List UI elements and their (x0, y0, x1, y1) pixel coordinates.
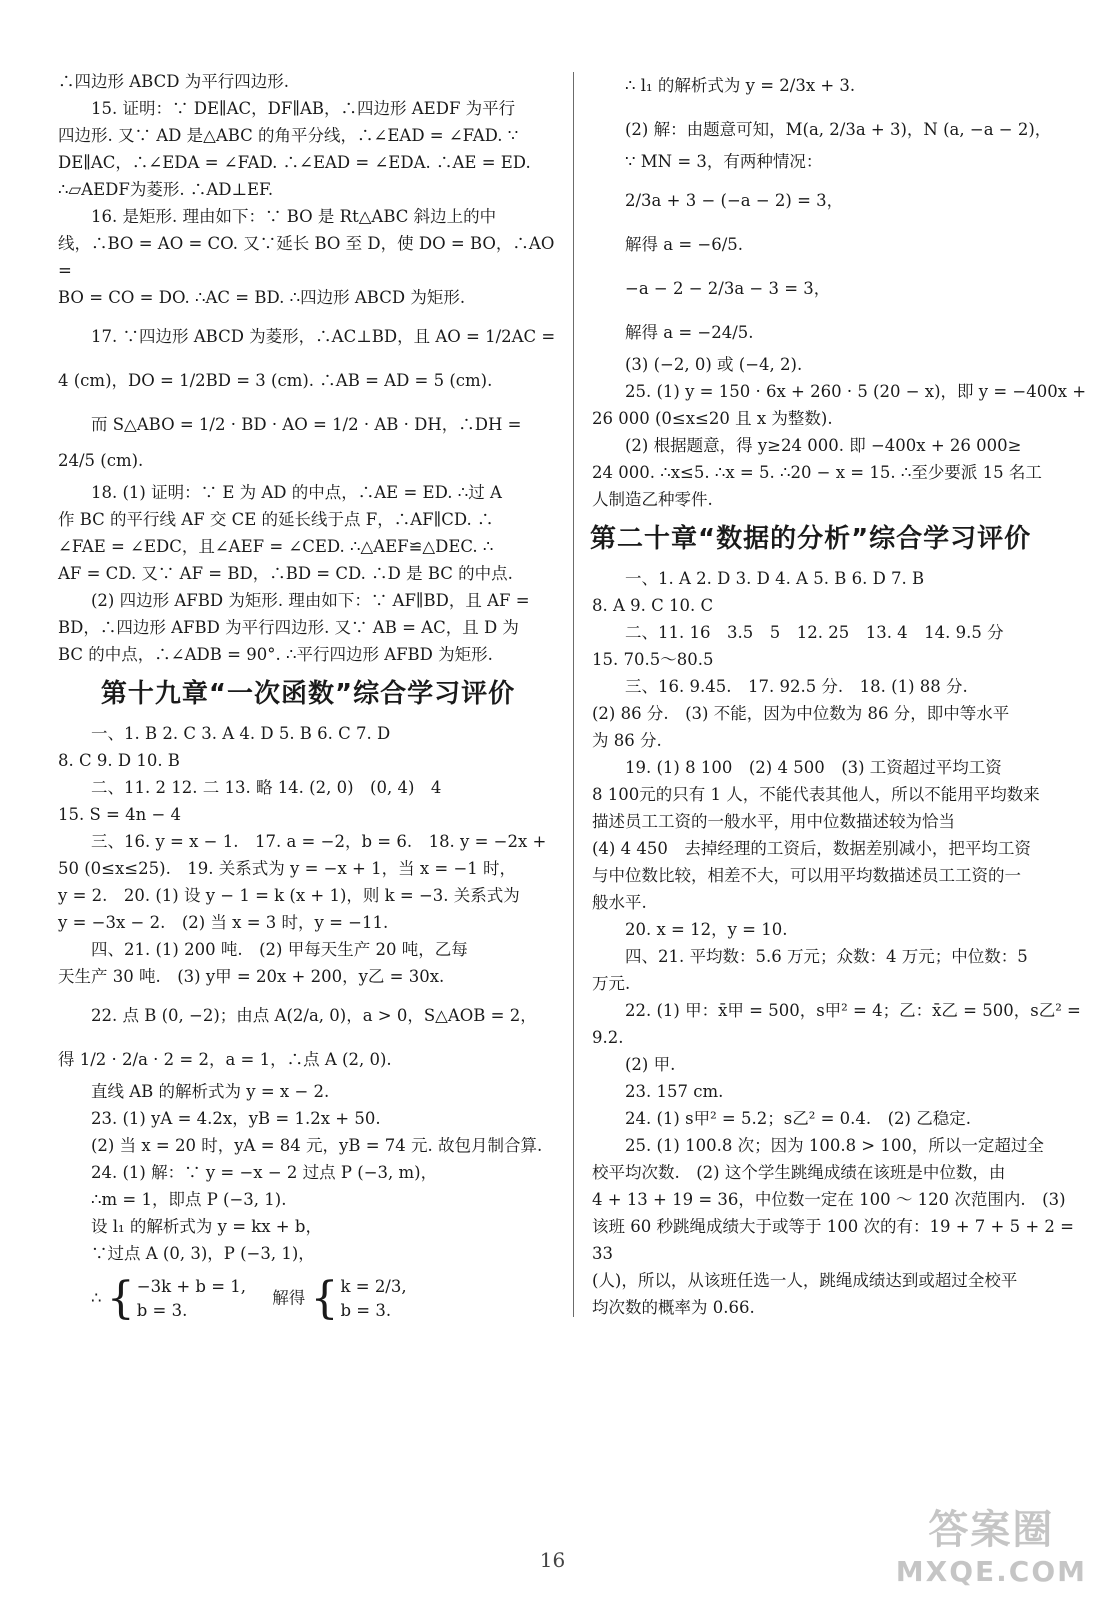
text-line: 15. 证明：∵ DE∥AC，DF∥AB，∴四边形 AEDF 为平行 (91, 99, 516, 118)
text-line: 四边形. 又∵ AD 是△ABC 的角平分线，∴∠EAD = ∠FAD. ∵ (58, 126, 519, 145)
text-line: 而 S△ABO = 1/2 · BD · AO = 1/2 · AB · DH，∴DH = 24/5 (cm). (58, 415, 522, 470)
text-line: 均次数的概率为 0.66. (592, 1298, 755, 1317)
text-line: 8 100元的只有 1 人，不能代表其他人，所以不能用平均数来 (592, 785, 1040, 804)
text-line: 得 1/2 · 2/a · 2 = 2，a = 1，∴点 A (2, 0). (58, 1050, 392, 1069)
text-line: 26 000 (0≤x≤20 且 x 为整数). (592, 409, 833, 428)
text-line: 2/3a + 3 − (−a − 2) = 3， (625, 191, 844, 210)
text-line: 19. (1) 8 100 (2) 4 500 (3) 工资超过平均工资 (625, 758, 1002, 777)
left-column (58, 68, 558, 1323)
text-line: 解得 a = −6/5. (625, 235, 744, 254)
text-line: 天生产 30 吨. (3) y甲 = 20x + 200，y乙 = 30x. (58, 967, 445, 986)
text-line: 描述员工工资的一般水平，用中位数描述较为恰当 (592, 812, 955, 831)
text-line: 20. x = 12，y = 10. (625, 920, 788, 939)
text-line: −a − 2 − 2/3a − 3 = 3， (625, 279, 831, 298)
text-line: 24. (1) s甲² = 5.2；s乙² = 0.4. (2) 乙稳定. (625, 1109, 971, 1128)
equation-system-row (58, 1275, 558, 1323)
text-line: 25. (1) y = 150 · 6x + 260 · 5 (20 − x)，即 y = −400x + (625, 382, 1087, 401)
text-line: 17. ∵四边形 ABCD 为菱形，∴AC⊥BD，且 AO = 1/2AC = (91, 327, 556, 346)
text-line: 直线 AB 的解析式为 y = x − 2. (91, 1082, 330, 1101)
text-line: 15. S = 4n − 4 (58, 805, 182, 824)
text-line: 4 (cm)，DO = 1/2BD = 3 (cm). ∴AB = AD = 5 (cm). (58, 371, 493, 390)
therefore-symbol: ∴ (91, 1288, 102, 1308)
text-line: BO = CO = DO. ∴AC = BD. ∴四边形 ABCD 为矩形. (58, 288, 466, 307)
text-line: 24. (1) 解：∵ y = −x − 2 过点 P (−3, m)， (91, 1163, 438, 1182)
text-line: 23. (1) yA = 4.2x，yB = 1.2x + 50. (91, 1109, 381, 1128)
text-line: (2) 86 分. (3) 不能，因为中位数为 86 分，即中等水平 (592, 704, 1010, 723)
equation-line: b = 3. (136, 1301, 188, 1320)
text-line: (4) 4 450 去掉经理的工资后，数据差别减小，把平均工资 (592, 839, 1031, 858)
watermark-logo (896, 1498, 1087, 1588)
text-line: (2) 四边形 AFBD 为矩形. 理由如下：∵ AF∥BD，且 AF = (91, 591, 530, 610)
text-line: 16. 是矩形. 理由如下：∵ BO 是 Rt△ABC 斜边上的中 (91, 207, 497, 226)
text-line: 23. 157 cm. (625, 1082, 724, 1101)
text-line: 四、21. (1) 200 吨. (2) 甲每天生产 20 吨，乙每 (91, 940, 468, 959)
text-line: y = −3x − 2. (2) 当 x = 3 时，y = −11. (58, 913, 389, 932)
text-line: ∠FAE = ∠EDC，且∠AEF = ∠CED. ∴△AEF≌△DEC. ∴ (58, 537, 494, 556)
page-number: 16 (539, 1548, 566, 1572)
text-line: y = 2. 20. (1) 设 y − 1 = k (x + 1)，则 k = −3. 关系式为 (58, 886, 520, 905)
text-line: 一、1. B 2. C 3. A 4. D 5. B 6. C 7. D (91, 724, 391, 743)
equation-system-right (311, 1275, 407, 1323)
text-line: ∴ l₁ 的解析式为 y = 2/3x + 3. (625, 76, 856, 95)
text-line: 设 l₁ 的解析式为 y = kx + b， (91, 1217, 322, 1236)
text-line: 25. (1) 100.8 次；因为 100.8 > 100，所以一定超过全 (625, 1136, 1044, 1155)
text-line: BC 的中点，∴∠ADB = 90°. ∴平行四边形 AFBD 为矩形. (58, 645, 493, 664)
text-line: ∵过点 A (0, 3)，P (−3, 1)， (91, 1244, 315, 1263)
text-line: 4 + 13 + 19 = 36，中位数一定在 100 ～ 120 次范围内. (3) (592, 1190, 1066, 1209)
text-line: 作 BC 的平行线 AF 交 CE 的延长线于点 F，∴AF∥CD. ∴ (58, 510, 494, 529)
equation-line: −3k + b = 1, (136, 1277, 247, 1296)
text-line: 二、11. 2 12. 二 13. 略 14. (2, 0) (0, 4) 4 (91, 778, 442, 797)
text-line: 二、11. 16 3.5 5 12. 25 13. 4 14. 9.5 分 (625, 623, 1004, 642)
text-line: (2) 当 x = 20 时，yA = 84 元，yB = 74 元. 故包月制合算. (91, 1136, 543, 1155)
text-line: ∵ MN = 3，有两种情况： (625, 152, 823, 171)
text-line: 22. (1) 甲：x̄甲 = 500，s甲² = 4；乙：x̄乙 = 500，s乙² = 9.2. (592, 1001, 1081, 1047)
equation-line: k = 2/3, (340, 1277, 407, 1296)
text-line: 校平均次数. (2) 这个学生跳绳成绩在该班是中位数，由 (592, 1163, 1006, 1182)
text-line: 15. 70.5～80.5 (592, 650, 714, 669)
text-line: (2) 根据题意，得 y≥24 000. 即 −400x + 26 000≥ (625, 436, 1022, 455)
text-line: 22. 点 B (0, −2)；由点 A(2/a, 0)，a > 0，S△AOB = 2， (91, 1006, 537, 1025)
text-line: BD，∴四边形 AFBD 为平行四边形. 又∵ AB = AC，且 D 为 (58, 618, 519, 637)
brace-icon: { (106, 1273, 135, 1324)
text-line: 线，∴BO = AO = CO. 又∵延长 BO 至 D，使 DO = BO，∴AO = (58, 234, 555, 280)
text-line: ∴m = 1，即点 P (−3, 1). (91, 1190, 287, 1209)
text-line: 一、1. A 2. D 3. D 4. A 5. B 6. D 7. B (625, 569, 925, 588)
text-line: DE∥AC，∴∠EDA = ∠FAD. ∴∠EAD = ∠EDA. ∴AE = ED. (58, 153, 531, 172)
text-line: 解得 a = −24/5. (625, 323, 754, 342)
text-line: 18. (1) 证明：∵ E 为 AD 的中点，∴AE = ED. ∴过 A (91, 483, 502, 502)
text-line: 50 (0≤x≤25). 19. 关系式为 y = −x + 1，当 x = −1 时， (58, 859, 517, 878)
text-line: 三、16. y = x − 1. 17. a = −2，b = 6. 18. y = −2x + (91, 832, 547, 851)
text-line: 24 000. ∴x≤5. ∴x = 5. ∴20 − x = 15. ∴至少要派 15 名工 (592, 463, 1042, 482)
text-line: 8. A 9. C 10. C (592, 596, 714, 615)
chapter-20-title: 第二十章“数据的分析”综合学习评价 (590, 524, 1032, 554)
text-line: ∴四边形 ABCD 为平行四边形. (58, 72, 289, 91)
right-column (592, 68, 1088, 1321)
watermark-text: MXQE.COM (895, 1555, 1087, 1588)
equation-line: b = 3. (340, 1301, 392, 1320)
text-line: ∴▱AEDF为菱形. ∴AD⊥EF. (58, 180, 274, 199)
text-line: 人制造乙种零件. (592, 490, 713, 509)
text-line: 该班 60 秒跳绳成绩大于或等于 100 次的有：19 + 7 + 5 + 2 = 33 (592, 1217, 1074, 1263)
text-line: 为 86 分. (592, 731, 662, 750)
watermark-text: 答案圈 (928, 1507, 1055, 1553)
text-line: (3) (−2, 0) 或 (−4, 2). (625, 355, 803, 374)
text-line: 四、21. 平均数：5.6 万元；众数：4 万元；中位数：5 (625, 947, 1028, 966)
solve-label: 解得 (272, 1288, 306, 1308)
text-line: 般水平. (592, 893, 647, 912)
text-line: (人)，所以，从该班任选一人，跳绳成绩达到或超过全校平 (592, 1271, 1018, 1290)
text-line: (2) 甲. (625, 1055, 676, 1074)
brace-icon: { (310, 1273, 339, 1324)
text-line: AF = CD. 又∵ AF = BD，∴BD = CD. ∴D 是 BC 的中点. (58, 564, 513, 583)
equation-system-left (107, 1275, 246, 1323)
text-line: 三、16. 9.45. 17. 92.5 分. 18. (1) 88 分. (625, 677, 968, 696)
text-line: 8. C 9. D 10. B (58, 751, 180, 770)
text-line: 万元. (592, 974, 631, 993)
chapter-19-title: 第十九章“一次函数”综合学习评价 (100, 679, 516, 709)
column-divider (573, 72, 574, 1317)
text-line: 与中位数比较，相差不大，可以用平均数描述员工工资的一 (592, 866, 1021, 885)
text-line: (2) 解：由题意可知，M(a, 2/3a + 3)，N (a, −a − 2)， (625, 120, 1052, 139)
